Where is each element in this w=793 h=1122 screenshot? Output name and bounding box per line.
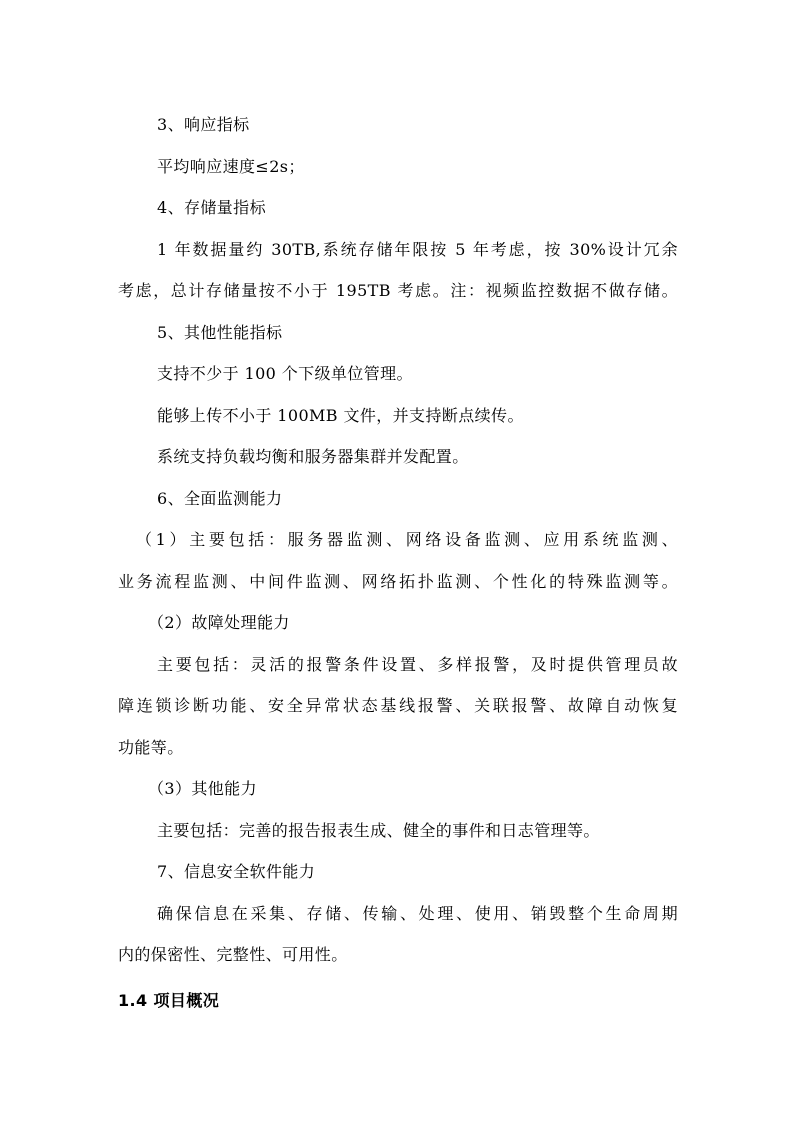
- paragraph-reports-logs: 主要包括：完善的报告报表生成、健全的事件和日志管理等。: [157, 820, 600, 840]
- paragraph-storage-line-1: 1 年数据量约 30TB,系统存储年限按 5 年考虑，按 30%设计冗余: [157, 239, 678, 259]
- subheading-response-metrics: 3、响应指标: [157, 115, 250, 134]
- paragraph-security-line-2: 内的保密性、完整性、可用性。: [118, 945, 348, 964]
- section-heading-project-overview: 1.4 项目概况: [118, 990, 220, 1010]
- paragraph-fault-line-1: 主要包括：灵活的报警条件设置、多样报警，及时提供管理员故: [157, 654, 678, 674]
- paragraph-fault-line-2: 障连锁诊断功能、安全异常状态基线报警、关联报警、故障自动恢复: [118, 696, 678, 715]
- subheading-info-security: 7、信息安全软件能力: [157, 862, 316, 881]
- paragraph-file-upload: 能够上传不小于 100MB 文件，并支持断点续传。: [157, 405, 524, 425]
- paragraph-security-line-1: 确保信息在采集、存储、传输、处理、使用、销毁整个生命周期: [157, 903, 678, 923]
- paragraph-monitoring-line-1: （1）主要包括：服务器监测、网络设备监测、应用系统监测、: [136, 530, 678, 549]
- subheading-storage-metrics: 4、存储量指标: [157, 198, 266, 217]
- paragraph-load-balancing: 系统支持负载均衡和服务器集群并发配置。: [157, 447, 469, 466]
- subheading-other-capability: （3）其他能力: [148, 779, 257, 798]
- subheading-other-performance: 5、其他性能指标: [157, 322, 283, 342]
- document-page: [118, 104, 678, 1021]
- subheading-monitoring-capability: 6、全面监测能力: [157, 488, 283, 508]
- subheading-fault-handling: （2）故障处理能力: [148, 613, 290, 632]
- paragraph-storage-line-2: 考虑，总计存储量按不小于 195TB 考虑。注：视频监控数据不做存储。: [118, 281, 678, 300]
- paragraph-monitoring-line-2: 业务流程监测、中间件监测、网络拓扑监测、个性化的特殊监测等。: [118, 571, 678, 591]
- paragraph-fault-line-3: 功能等。: [118, 737, 184, 757]
- paragraph-response-speed: 平均响应速度≤2s；: [157, 156, 305, 176]
- paragraph-subunit-management: 支持不少于 100 个下级单位管理。: [157, 364, 413, 383]
